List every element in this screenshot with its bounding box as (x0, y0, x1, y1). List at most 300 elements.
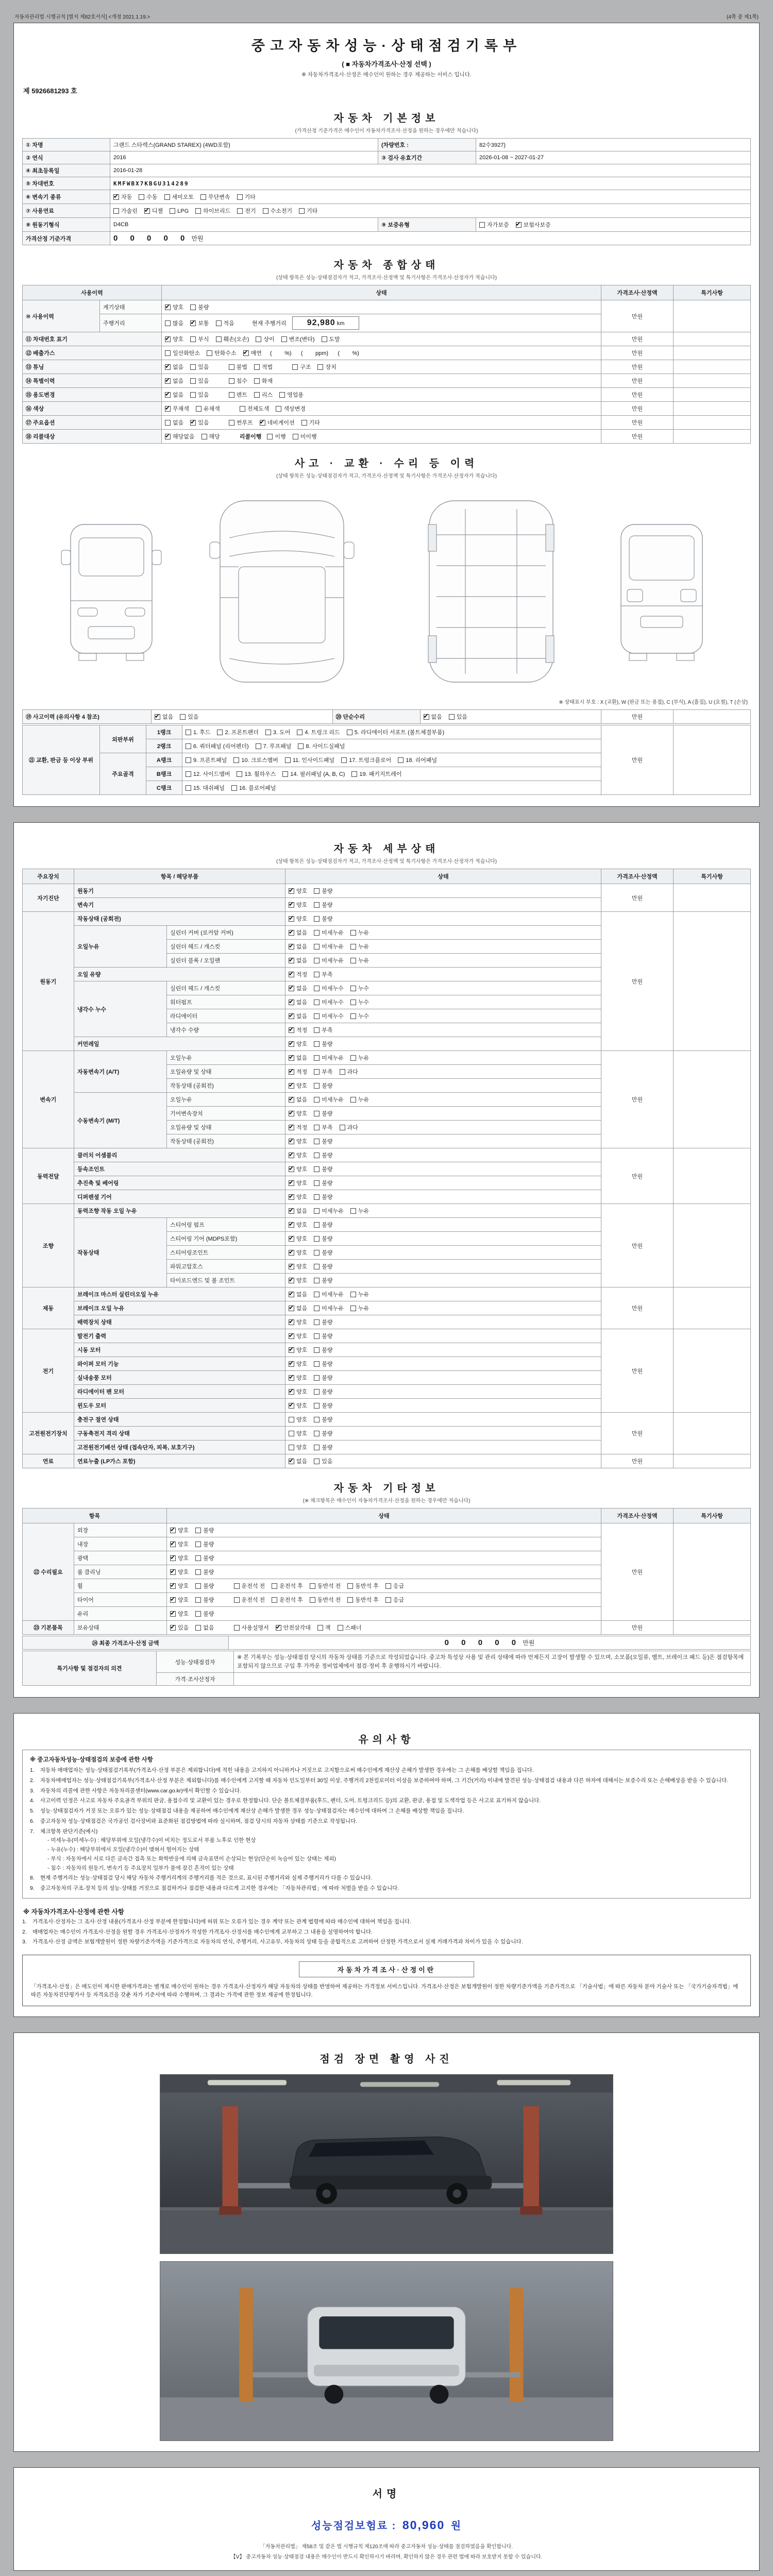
checkbox-box[interactable] (350, 958, 356, 963)
checkbox-option[interactable] (350, 956, 369, 964)
checkbox-option[interactable] (314, 1304, 344, 1312)
checkbox-box[interactable] (195, 1611, 201, 1617)
checkbox-box[interactable] (170, 1569, 176, 1575)
checkbox-box[interactable] (341, 757, 347, 763)
checkbox-option[interactable] (289, 928, 307, 937)
checkbox-option[interactable] (314, 1290, 344, 1298)
checkbox-option[interactable] (350, 1095, 369, 1104)
checkbox-option[interactable] (314, 1095, 344, 1104)
checkbox-box[interactable] (314, 1250, 320, 1256)
checkbox-box[interactable] (350, 944, 356, 950)
checkbox-option[interactable] (180, 713, 198, 721)
checkbox-option[interactable] (195, 207, 230, 215)
checkbox-box[interactable] (186, 743, 191, 749)
checkbox-option[interactable] (260, 418, 295, 427)
checkbox-box[interactable] (217, 730, 223, 735)
checkbox-box[interactable] (289, 1250, 294, 1256)
checkbox-box[interactable] (289, 1389, 294, 1395)
checkbox-box[interactable] (195, 1625, 201, 1631)
checkbox-box[interactable] (170, 1597, 176, 1603)
checkbox-box[interactable] (314, 1194, 320, 1200)
checkbox-box[interactable] (165, 378, 171, 384)
checkbox-box[interactable] (289, 1278, 294, 1283)
checkbox-box[interactable] (350, 930, 356, 936)
checkbox-option[interactable] (170, 1582, 189, 1590)
checkbox-box[interactable] (289, 1417, 294, 1422)
checkbox-box[interactable] (229, 420, 234, 426)
checkbox-option[interactable] (292, 363, 311, 371)
checkbox-box[interactable] (254, 378, 260, 384)
checkbox-option[interactable] (398, 756, 437, 764)
checkbox-option[interactable] (170, 208, 189, 214)
checkbox-box[interactable] (195, 1541, 201, 1547)
checkbox-box[interactable] (314, 1097, 320, 1103)
checkbox-option[interactable] (350, 1207, 369, 1215)
checkbox-box[interactable] (293, 434, 298, 439)
checkbox-option[interactable] (216, 335, 249, 343)
checkbox-option[interactable] (195, 1526, 214, 1534)
checkbox-option[interactable] (289, 1374, 307, 1382)
checkbox-option[interactable] (254, 391, 273, 399)
checkbox-box[interactable] (165, 336, 171, 342)
checkbox-box[interactable] (256, 743, 261, 749)
checkbox-option[interactable] (314, 1318, 332, 1326)
checkbox-option[interactable] (195, 1540, 214, 1548)
checkbox-box[interactable] (170, 208, 175, 214)
checkbox-box[interactable] (276, 406, 281, 412)
checkbox-box[interactable] (165, 350, 171, 356)
checkbox-option[interactable] (289, 984, 307, 992)
checkbox-box[interactable] (289, 1264, 294, 1269)
checkbox-option[interactable] (289, 914, 307, 923)
checkbox-option[interactable] (165, 404, 189, 413)
checkbox-option[interactable] (201, 432, 220, 440)
checkbox-box[interactable] (338, 1625, 343, 1631)
checkbox-option[interactable] (233, 756, 278, 764)
checkbox-option[interactable] (289, 1457, 307, 1465)
checkbox-option[interactable] (282, 770, 345, 778)
checkbox-option[interactable] (165, 363, 183, 371)
checkbox-option[interactable] (347, 1596, 379, 1604)
checkbox-box[interactable] (350, 1055, 356, 1061)
checkbox-box[interactable] (314, 1278, 320, 1283)
checkbox-option[interactable] (186, 756, 227, 764)
checkbox-option[interactable] (195, 1582, 214, 1590)
checkbox-box[interactable] (314, 1264, 320, 1269)
checkbox-box[interactable] (165, 364, 171, 370)
checkbox-box[interactable] (347, 1583, 353, 1589)
checkbox-option[interactable] (272, 1582, 303, 1590)
checkbox-box[interactable] (289, 958, 294, 963)
checkbox-option[interactable] (385, 1596, 404, 1604)
checkbox-option[interactable] (165, 349, 200, 357)
checkbox-box[interactable] (289, 1125, 294, 1130)
checkbox-box[interactable] (289, 1208, 294, 1214)
checkbox-box[interactable] (164, 194, 170, 200)
checkbox-option[interactable] (350, 984, 369, 992)
checkbox-box[interactable] (190, 392, 196, 398)
checkbox-option[interactable] (314, 1109, 332, 1117)
checkbox-option[interactable] (289, 1221, 307, 1229)
checkbox-option[interactable] (289, 1290, 307, 1298)
checkbox-option[interactable] (155, 713, 173, 721)
checkbox-option[interactable] (314, 1248, 332, 1257)
checkbox-box[interactable] (314, 916, 320, 922)
checkbox-box[interactable] (351, 771, 357, 777)
checkbox-box[interactable] (289, 1403, 294, 1409)
checkbox-option[interactable] (256, 742, 292, 750)
checkbox-box[interactable] (233, 757, 239, 763)
checkbox-option[interactable] (195, 1609, 214, 1618)
checkbox-option[interactable] (170, 1568, 189, 1576)
checkbox-box[interactable] (298, 743, 304, 749)
checkbox-box[interactable] (263, 208, 268, 214)
checkbox-box[interactable] (186, 771, 191, 777)
checkbox-box[interactable] (254, 392, 260, 398)
checkbox-box[interactable] (170, 1528, 176, 1533)
checkbox-option[interactable] (351, 770, 401, 778)
checkbox-box[interactable] (289, 916, 294, 922)
checkbox-option[interactable] (298, 742, 345, 750)
checkbox-box[interactable] (289, 1459, 294, 1464)
checkbox-option[interactable] (289, 998, 307, 1006)
checkbox-option[interactable] (289, 1318, 307, 1326)
checkbox-option[interactable] (317, 363, 336, 371)
checkbox-option[interactable] (281, 335, 315, 343)
checkbox-box[interactable] (314, 1403, 320, 1409)
checkbox-option[interactable] (170, 1609, 189, 1618)
checkbox-box[interactable] (180, 714, 186, 720)
checkbox-option[interactable] (190, 418, 209, 427)
checkbox-option[interactable] (347, 728, 444, 736)
checkbox-option[interactable] (289, 1012, 307, 1020)
checkbox-box[interactable] (347, 730, 352, 735)
checkbox-option[interactable] (350, 942, 369, 951)
checkbox-box[interactable] (350, 1292, 356, 1297)
checkbox-box[interactable] (314, 944, 320, 950)
checkbox-option[interactable] (170, 1596, 189, 1604)
checkbox-option[interactable] (289, 1360, 307, 1368)
checkbox-option[interactable] (314, 1457, 332, 1465)
checkbox-box[interactable] (234, 1583, 240, 1589)
checkbox-box[interactable] (265, 730, 271, 735)
checkbox-option[interactable] (314, 970, 332, 978)
checkbox-option[interactable] (314, 1374, 332, 1382)
checkbox-box[interactable] (314, 1236, 320, 1242)
checkbox-box[interactable] (186, 757, 191, 763)
checkbox-box[interactable] (289, 1222, 294, 1228)
checkbox-option[interactable] (144, 207, 163, 215)
checkbox-option[interactable] (289, 1137, 307, 1145)
checkbox-box[interactable] (289, 1055, 294, 1061)
checkbox-box[interactable] (314, 1069, 320, 1075)
checkbox-option[interactable] (314, 1332, 332, 1340)
checkbox-box[interactable] (165, 434, 171, 439)
checkbox-box[interactable] (276, 1625, 281, 1631)
checkbox-option[interactable] (165, 335, 183, 343)
checkbox-box[interactable] (297, 730, 303, 735)
checkbox-box[interactable] (314, 1459, 320, 1464)
checkbox-box[interactable] (267, 434, 273, 439)
checkbox-box[interactable] (281, 336, 287, 342)
checkbox-box[interactable] (289, 902, 294, 908)
checkbox-option[interactable] (314, 1040, 332, 1048)
checkbox-box[interactable] (195, 1583, 201, 1589)
checkbox-option[interactable] (314, 942, 344, 951)
checkbox-option[interactable] (314, 1012, 344, 1020)
checkbox-option[interactable] (170, 1554, 189, 1562)
checkbox-option[interactable] (314, 1415, 332, 1423)
checkbox-option[interactable] (314, 998, 344, 1006)
checkbox-box[interactable] (350, 999, 356, 1005)
checkbox-option[interactable] (314, 1026, 332, 1034)
checkbox-box[interactable] (195, 1555, 201, 1561)
checkbox-option[interactable] (289, 1234, 307, 1243)
checkbox-box[interactable] (340, 1069, 345, 1075)
checkbox-box[interactable] (234, 1597, 240, 1603)
checkbox-box[interactable] (289, 1180, 294, 1186)
checkbox-option[interactable] (195, 1596, 214, 1604)
checkbox-option[interactable] (314, 1443, 332, 1451)
checkbox-option[interactable] (289, 956, 307, 964)
checkbox-box[interactable] (314, 1431, 320, 1436)
checkbox-option[interactable] (254, 363, 273, 371)
checkbox-option[interactable] (350, 1304, 369, 1312)
checkbox-box[interactable] (314, 1166, 320, 1172)
checkbox-box[interactable] (289, 1041, 294, 1047)
checkbox-box[interactable] (314, 1180, 320, 1186)
checkbox-option[interactable] (165, 418, 183, 427)
checkbox-box[interactable] (165, 320, 171, 326)
checkbox-box[interactable] (340, 1125, 345, 1130)
checkbox-option[interactable] (237, 207, 256, 215)
checkbox-box[interactable] (314, 1041, 320, 1047)
checkbox-box[interactable] (170, 1611, 176, 1617)
checkbox-option[interactable] (314, 1234, 332, 1243)
checkbox-box[interactable] (216, 336, 222, 342)
checkbox-option[interactable] (289, 942, 307, 951)
checkbox-option[interactable] (289, 1387, 307, 1396)
checkbox-box[interactable] (317, 364, 323, 370)
checkbox-option[interactable] (289, 970, 307, 978)
checkbox-box[interactable] (314, 1153, 320, 1158)
checkbox-option[interactable] (449, 713, 467, 721)
checkbox-option[interactable] (310, 1582, 341, 1590)
checkbox-option[interactable] (341, 756, 391, 764)
checkbox-option[interactable] (289, 1081, 307, 1090)
checkbox-option[interactable] (113, 207, 138, 215)
checkbox-option[interactable] (186, 728, 210, 736)
checkbox-box[interactable] (229, 378, 234, 384)
checkbox-option[interactable] (350, 928, 369, 937)
checkbox-option[interactable] (350, 1290, 369, 1298)
checkbox-option[interactable] (113, 193, 132, 201)
checkbox-box[interactable] (314, 1347, 320, 1353)
checkbox-box[interactable] (289, 1111, 294, 1116)
checkbox-option[interactable] (350, 1012, 369, 1020)
checkbox-box[interactable] (289, 1139, 294, 1144)
checkbox-box[interactable] (289, 1097, 294, 1103)
checkbox-box[interactable] (314, 930, 320, 936)
checkbox-option[interactable] (240, 404, 270, 413)
checkbox-option[interactable] (314, 1360, 332, 1368)
checkbox-option[interactable] (207, 349, 237, 357)
checkbox-option[interactable] (314, 901, 332, 909)
checkbox-option[interactable] (289, 1026, 307, 1034)
checkbox-box[interactable] (314, 1292, 320, 1297)
checkbox-box[interactable] (314, 1208, 320, 1214)
checkbox-option[interactable] (229, 377, 247, 385)
checkbox-box[interactable] (314, 986, 320, 991)
checkbox-option[interactable] (289, 1067, 307, 1076)
checkbox-option[interactable] (289, 1179, 307, 1187)
checkbox-option[interactable] (289, 1207, 307, 1215)
checkbox-box[interactable] (234, 1625, 240, 1631)
checkbox-box[interactable] (190, 320, 196, 326)
checkbox-box[interactable] (289, 1445, 294, 1450)
checkbox-option[interactable] (479, 221, 509, 229)
checkbox-option[interactable] (196, 404, 220, 413)
checkbox-option[interactable] (279, 391, 304, 399)
checkbox-option[interactable] (190, 377, 209, 385)
checkbox-option[interactable] (229, 363, 247, 371)
checkbox-option[interactable] (289, 887, 307, 895)
checkbox-option[interactable] (314, 1276, 332, 1284)
checkbox-option[interactable] (165, 391, 183, 399)
checkbox-option[interactable] (289, 1401, 307, 1410)
checkbox-box[interactable] (170, 1625, 176, 1631)
checkbox-box[interactable] (301, 420, 307, 426)
checkbox-option[interactable] (265, 728, 290, 736)
checkbox-option[interactable] (347, 1582, 379, 1590)
checkbox-box[interactable] (190, 364, 196, 370)
checkbox-option[interactable] (424, 713, 442, 721)
checkbox-box[interactable] (314, 1417, 320, 1422)
checkbox-option[interactable] (289, 1248, 307, 1257)
checkbox-option[interactable] (314, 1179, 332, 1187)
checkbox-box[interactable] (314, 1139, 320, 1144)
checkbox-option[interactable] (190, 303, 209, 311)
checkbox-option[interactable] (234, 1596, 265, 1604)
checkbox-option[interactable] (165, 303, 183, 311)
checkbox-option[interactable] (317, 1623, 331, 1632)
checkbox-option[interactable] (289, 1332, 307, 1340)
checkbox-box[interactable] (314, 1306, 320, 1311)
checkbox-box[interactable] (314, 958, 320, 963)
checkbox-box[interactable] (289, 1166, 294, 1172)
checkbox-box[interactable] (195, 1597, 201, 1603)
checkbox-option[interactable] (338, 1623, 362, 1632)
checkbox-option[interactable] (190, 335, 209, 343)
checkbox-box[interactable] (289, 999, 294, 1005)
checkbox-option[interactable] (314, 1054, 344, 1062)
checkbox-option[interactable] (289, 1193, 307, 1201)
checkbox-box[interactable] (289, 1361, 294, 1367)
checkbox-box[interactable] (289, 1347, 294, 1353)
checkbox-option[interactable] (289, 1151, 307, 1159)
checkbox-box[interactable] (314, 1333, 320, 1339)
checkbox-box[interactable] (195, 208, 201, 214)
checkbox-box[interactable] (292, 364, 298, 370)
checkbox-option[interactable] (297, 728, 340, 736)
checkbox-box[interactable] (231, 785, 237, 791)
checkbox-option[interactable] (165, 319, 183, 327)
checkbox-box[interactable] (170, 1583, 176, 1589)
checkbox-box[interactable] (186, 730, 191, 735)
checkbox-box[interactable] (314, 1111, 320, 1116)
checkbox-option[interactable] (170, 1526, 189, 1534)
checkbox-option[interactable] (165, 377, 183, 385)
checkbox-box[interactable] (254, 364, 260, 370)
checkbox-box[interactable] (314, 888, 320, 894)
checkbox-option[interactable] (314, 1401, 332, 1410)
checkbox-box[interactable] (237, 194, 243, 200)
checkbox-option[interactable] (289, 901, 307, 909)
checkbox-box[interactable] (282, 771, 288, 777)
checkbox-box[interactable] (289, 1069, 294, 1075)
checkbox-box[interactable] (165, 304, 171, 310)
checkbox-option[interactable] (237, 193, 256, 201)
checkbox-option[interactable] (299, 207, 317, 215)
checkbox-box[interactable] (310, 1583, 315, 1589)
checkbox-box[interactable] (237, 208, 243, 214)
checkbox-box[interactable] (190, 336, 196, 342)
checkbox-box[interactable] (289, 888, 294, 894)
checkbox-box[interactable] (170, 1555, 176, 1561)
checkbox-option[interactable] (254, 377, 273, 385)
checkbox-option[interactable] (314, 1207, 344, 1215)
checkbox-option[interactable] (272, 1596, 303, 1604)
checkbox-box[interactable] (289, 1194, 294, 1200)
checkbox-option[interactable] (350, 1054, 369, 1062)
checkbox-box[interactable] (516, 222, 522, 228)
checkbox-box[interactable] (314, 1083, 320, 1089)
checkbox-box[interactable] (289, 1013, 294, 1019)
checkbox-option[interactable] (234, 1582, 265, 1590)
checkbox-box[interactable] (289, 944, 294, 950)
checkbox-option[interactable] (314, 1123, 332, 1131)
checkbox-option[interactable] (310, 1596, 341, 1604)
checkbox-option[interactable] (190, 391, 209, 399)
checkbox-option[interactable] (186, 742, 249, 750)
checkbox-option[interactable] (170, 1623, 189, 1632)
checkbox-box[interactable] (240, 406, 245, 412)
checkbox-option[interactable] (314, 984, 344, 992)
checkbox-option[interactable] (314, 1262, 332, 1270)
checkbox-option[interactable] (289, 1429, 307, 1437)
checkbox-box[interactable] (190, 304, 196, 310)
checkbox-box[interactable] (289, 1027, 294, 1033)
checkbox-box[interactable] (289, 986, 294, 991)
checkbox-box[interactable] (385, 1597, 391, 1603)
checkbox-box[interactable] (314, 1389, 320, 1395)
checkbox-option[interactable] (314, 1165, 332, 1173)
checkbox-box[interactable] (196, 406, 201, 412)
checkbox-box[interactable] (289, 1236, 294, 1242)
checkbox-option[interactable] (170, 1540, 189, 1548)
checkbox-box[interactable] (289, 1375, 294, 1381)
checkbox-box[interactable] (314, 902, 320, 908)
checkbox-option[interactable] (289, 1262, 307, 1270)
checkbox-box[interactable] (165, 420, 171, 426)
checkbox-box[interactable] (314, 1027, 320, 1033)
checkbox-box[interactable] (350, 1013, 356, 1019)
checkbox-option[interactable] (263, 207, 293, 215)
checkbox-box[interactable] (314, 1375, 320, 1381)
checkbox-option[interactable] (231, 784, 276, 792)
checkbox-box[interactable] (299, 208, 305, 214)
checkbox-box[interactable] (347, 1597, 353, 1603)
